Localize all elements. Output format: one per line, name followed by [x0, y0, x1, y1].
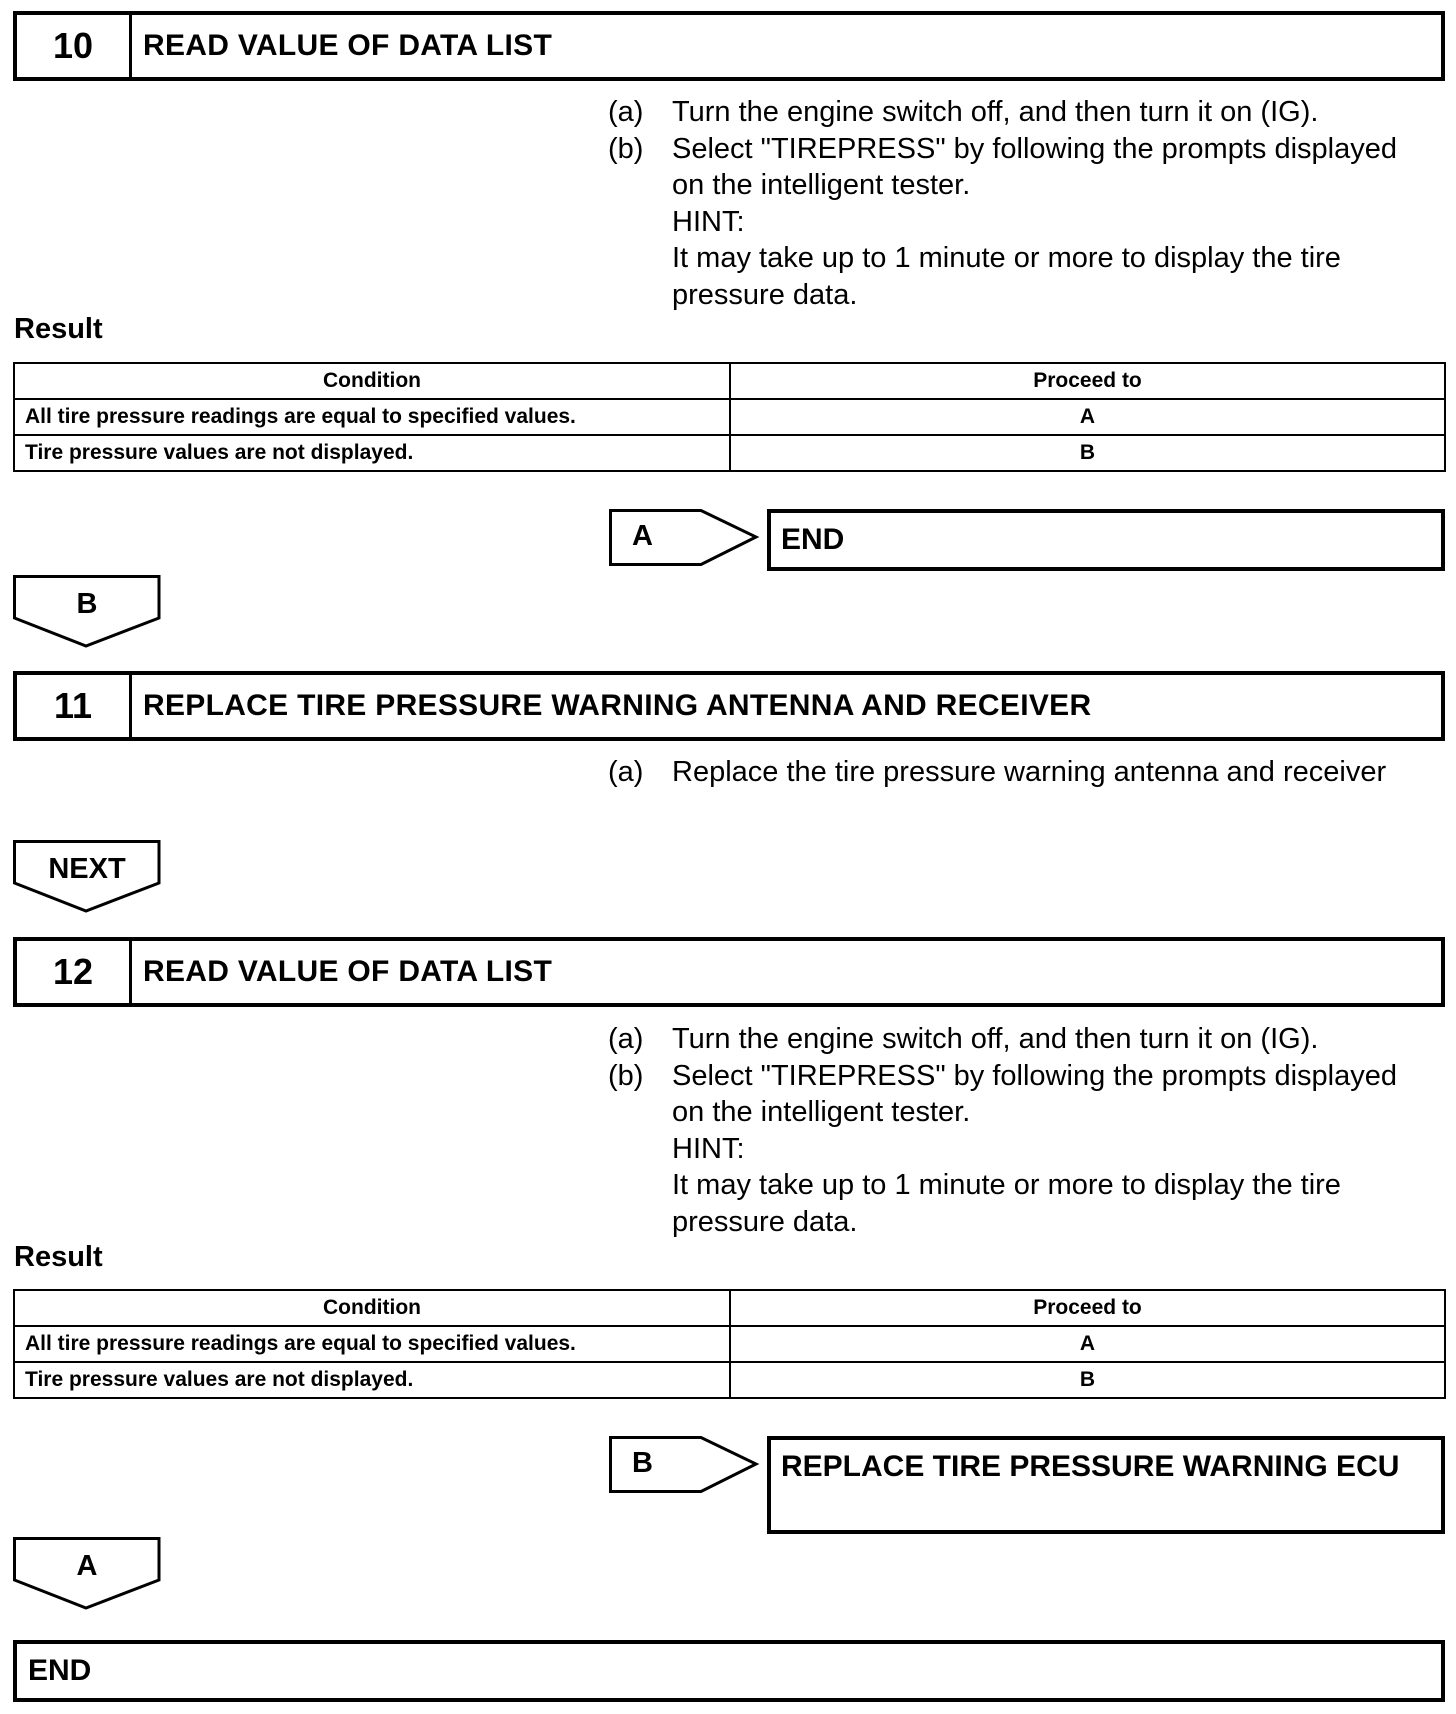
destination-label: REPLACE TIRE PRESSURE WARNING ECU	[781, 1450, 1400, 1483]
branch-label: A	[632, 520, 653, 552]
step-title: REPLACE TIRE PRESSURE WARNING ANTENNA AND RECEIVER	[143, 689, 1092, 722]
proceed-cell: A	[730, 399, 1445, 435]
table-header-row	[14, 363, 1445, 399]
table-row	[14, 1326, 1445, 1362]
proceed-cell: B	[730, 1362, 1445, 1398]
table-header-row	[14, 1290, 1445, 1326]
destination-box	[767, 1436, 1445, 1534]
branch-label: B	[632, 1447, 653, 1479]
instruction-text: Turn the engine switch off, and then turn it on (IG).	[672, 1023, 1319, 1055]
instruction-text: Select "TIREPRESS" by following the prompts displayed	[672, 132, 1397, 165]
instruction-label: (b)	[608, 1059, 644, 1092]
step-10-instructions	[608, 94, 1448, 313]
destination-label: END	[781, 523, 845, 556]
step-10-header	[13, 11, 1445, 81]
instruction-text: Select "TIREPRESS" by following the prompts displayed	[672, 1059, 1397, 1092]
instruction-label: (b)	[608, 132, 644, 165]
step-number: 12	[17, 941, 132, 1003]
table-row	[14, 399, 1445, 435]
step-12-header	[13, 937, 1445, 1007]
step-11-instructions	[608, 754, 1448, 791]
branch-label: A	[76, 1550, 98, 1582]
end-box	[13, 1640, 1445, 1702]
condition-cell: All tire pressure readings are equal to specified values.	[14, 1326, 730, 1362]
step-title: READ VALUE OF DATA LIST	[143, 955, 553, 988]
instruction-label: (a)	[608, 1023, 644, 1055]
proceed-cell: A	[730, 1326, 1445, 1362]
hint-text: pressure data.	[672, 1205, 858, 1238]
instruction-label: (a)	[608, 96, 644, 128]
instruction-text: on the intelligent tester.	[672, 169, 971, 201]
result-heading: Result	[14, 1241, 103, 1273]
step-11-header	[13, 671, 1445, 741]
step-12-instructions	[608, 1021, 1448, 1240]
step-title: READ VALUE OF DATA LIST	[143, 29, 553, 62]
condition-cell: Tire pressure values are not displayed.	[14, 435, 730, 471]
table-row	[14, 1362, 1445, 1398]
instruction-text: on the intelligent tester.	[672, 1096, 971, 1128]
result-table	[13, 1289, 1446, 1399]
column-header: Condition	[14, 363, 730, 399]
proceed-cell: B	[730, 435, 1445, 471]
hint-label: HINT:	[672, 1132, 745, 1165]
step-number: 10	[17, 15, 132, 77]
step-number: 11	[17, 675, 132, 737]
condition-cell: Tire pressure values are not displayed.	[14, 1362, 730, 1398]
column-header: Proceed to	[730, 1290, 1445, 1326]
hint-text: It may take up to 1 minute or more to display the tire	[672, 1169, 1341, 1201]
end-label: END	[28, 1654, 92, 1687]
hint-text: It may take up to 1 minute or more to display the tire	[672, 242, 1341, 274]
next-label: NEXT	[48, 853, 126, 885]
column-header: Proceed to	[730, 363, 1445, 399]
condition-cell: All tire pressure readings are equal to specified values.	[14, 399, 730, 435]
instruction-text: Turn the engine switch off, and then turn it on (IG).	[672, 96, 1319, 128]
table-row	[14, 435, 1445, 471]
hint-label: HINT:	[672, 205, 745, 238]
result-table	[13, 362, 1446, 472]
hint-text: pressure data.	[672, 278, 858, 311]
branch-label: B	[76, 588, 98, 620]
instruction-text: Replace the tire pressure warning antenna and receiver	[672, 756, 1387, 788]
instruction-label: (a)	[608, 756, 644, 788]
result-heading: Result	[14, 313, 103, 345]
destination-box	[767, 509, 1445, 571]
column-header: Condition	[14, 1290, 730, 1326]
